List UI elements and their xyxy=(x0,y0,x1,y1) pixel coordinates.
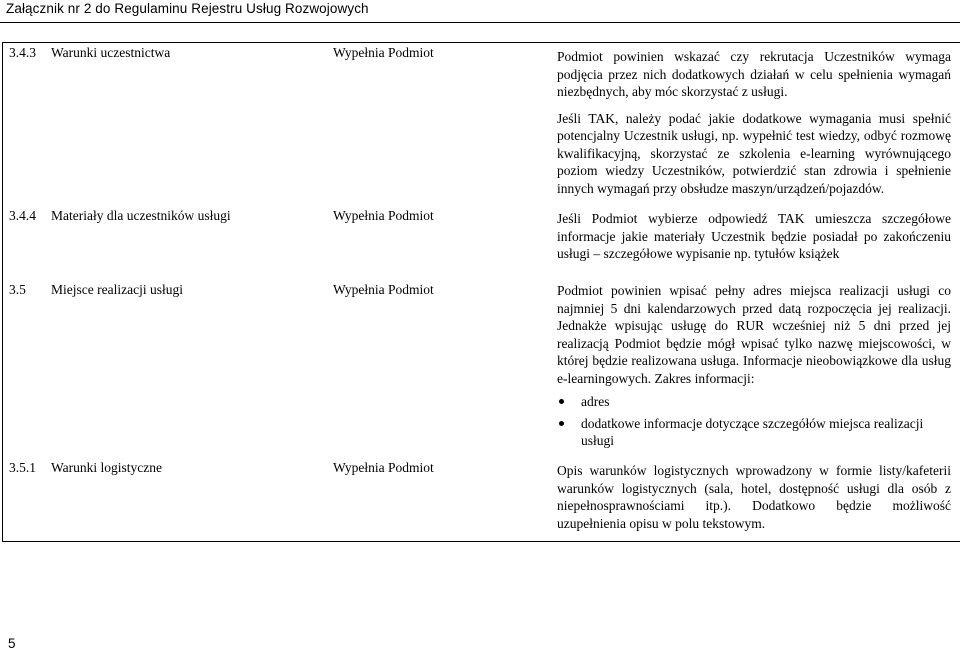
list-item xyxy=(557,393,951,411)
page-number: 5 xyxy=(8,636,16,651)
bullet-icon xyxy=(559,421,564,426)
row-number: 3.5.1 xyxy=(9,460,36,475)
row-field-name: Warunki uczestnictwa xyxy=(51,45,171,60)
row-field-name: Materiały dla uczestników usługi xyxy=(51,208,231,223)
description-paragraph: Podmiot powinien wskazać czy rekrutacja Uczestników wymaga podjęcia przez nich dodatkowych działań w celu spełnienia wymagań niezbędnych, aby móc skorzystać z usługi. xyxy=(557,49,951,99)
row-number: 3.5 xyxy=(9,282,26,297)
row-field-name: Miejsce realizacji usługi xyxy=(51,282,183,297)
row-filled-by: Wypełnia Podmiot xyxy=(333,45,434,60)
row-filled-by: Wypełnia Podmiot xyxy=(333,460,434,475)
bullet-icon xyxy=(559,399,564,404)
row-description xyxy=(557,48,951,197)
bullet-list xyxy=(557,393,951,450)
row-field-name: Warunki logistyczne xyxy=(51,460,163,475)
row-number: 3.4.3 xyxy=(9,45,36,60)
row-description xyxy=(557,210,951,263)
row-number: 3.4.4 xyxy=(9,208,36,223)
description-paragraph: Podmiot powinien wpisać pełny adres miejsca realizacji usługi co najmniej 5 dni kalendarzowych przed datą rozpoczęcia jej realizacji. Jednakże wpisując usługę do RUR wcześniej niż 5 dni przed jej realizacją Podmiot będzie mógł wpisać tylko nazwę miejscowości, w której będzie realizowana usługa. Informacje nieobowiązkowe dla usług e-learningowych. Zakres informacji: xyxy=(557,283,951,386)
row-filled-by: Wypełnia Podmiot xyxy=(333,208,434,223)
list-item xyxy=(557,415,951,450)
description-paragraph: Opis warunków logistycznych wprowadzony w formie listy/kafeterii warunków logistycznych (sala, hotel, dostępność usługi dla osób z niepełnosprawnościami itp.). Dodatkowo będzie możliwość uzupełnienia opisu w polu tekstowym. xyxy=(557,463,951,531)
row-filled-by: Wypełnia Podmiot xyxy=(333,282,434,297)
row-description xyxy=(557,282,951,454)
list-item-text: adres xyxy=(581,394,610,409)
list-item-text: dodatkowe informacje dotyczące szczegółów miejsca realizacji usługi xyxy=(581,415,924,448)
description-paragraph: Jeśli Podmiot wybierze odpowiedź TAK umieszcza szczegółowe informacje jakie materiały Uczestnik będzie posiadał po zakończeniu usługi – szczegółowe wypisanie np. tytułów książek xyxy=(557,211,951,261)
requirements-table xyxy=(2,42,960,542)
page-header: Załącznik nr 2 do Regulaminu Rejestru Usług Rozwojowych xyxy=(6,1,369,16)
description-paragraph: Jeśli TAK, należy podać jakie dodatkowe wymagania musi spełnić potencjalny Uczestnik usługi, np. wypełnić test wiedzy, odbyć rozmowę kwalifikacyjną, skorzystać ze szkolenia e-learning wyrównującego poziom wiedzy Uczestników, potwierdzić stan zdrowia i spełnienie innych wymagań przy obsłudze maszyn/urządzeń/pojazdów. xyxy=(557,110,951,196)
header-divider xyxy=(0,22,960,23)
row-description xyxy=(557,462,951,532)
